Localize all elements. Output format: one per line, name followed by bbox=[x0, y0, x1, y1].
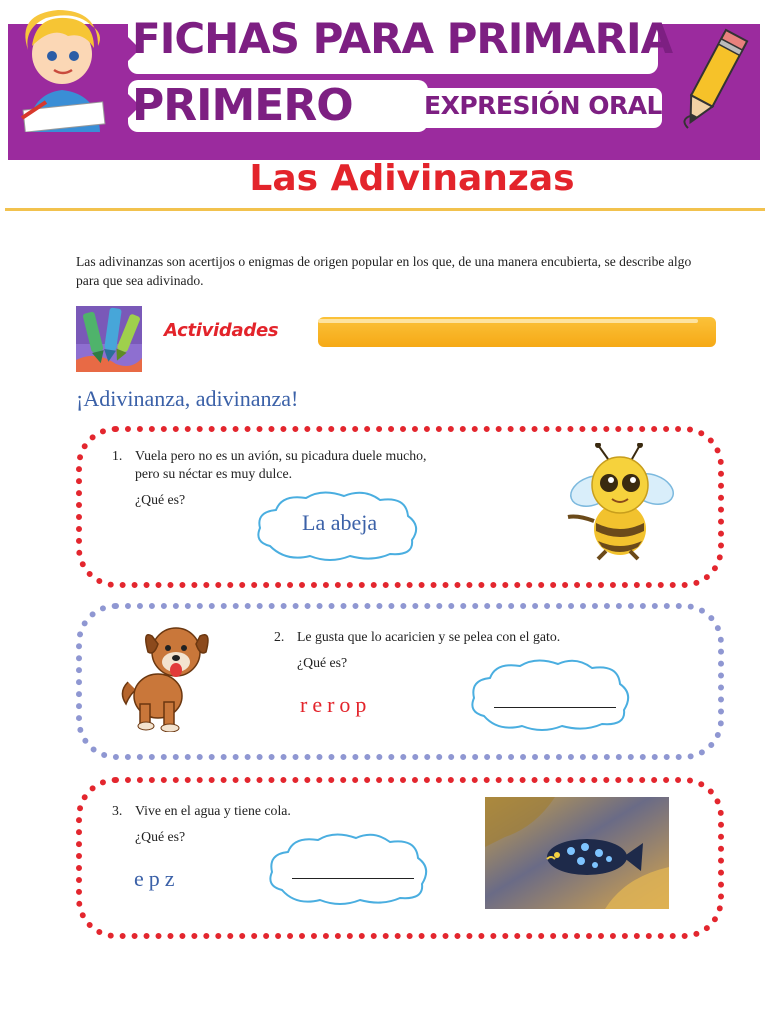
riddle-text-line: Le gusta que lo acaricien y se pelea con el gato. bbox=[297, 629, 561, 644]
writing-child-illustration bbox=[6, 6, 124, 132]
scrambled-letters: rerop bbox=[300, 692, 372, 717]
riddle-text-line: Vive en el agua y tiene cola. bbox=[135, 803, 291, 818]
answer-cloud bbox=[466, 656, 634, 732]
riddle-question: ¿Qué es? bbox=[135, 829, 186, 844]
riddle-question: ¿Qué es? bbox=[297, 655, 348, 670]
banner-line-3: EXPRESIÓN ORAL bbox=[424, 91, 662, 120]
intro-paragraph: Las adivinanzas son acertijos o enigmas de origen popular en los que, de una manera encubierta, se describe algo para que sea adivinado. bbox=[76, 254, 692, 288]
riddle-number: 3. bbox=[112, 803, 123, 818]
dog-illustration bbox=[118, 620, 214, 732]
answer-blank bbox=[292, 878, 414, 879]
title-divider bbox=[5, 208, 765, 211]
answer-cloud bbox=[264, 830, 432, 906]
riddle-text-line: pero su néctar es muy dulce. bbox=[135, 466, 293, 481]
scrambled-letters: epz bbox=[134, 866, 180, 891]
riddle-question: ¿Qué es? bbox=[135, 492, 186, 507]
riddle-answer: La abeja bbox=[302, 510, 378, 535]
activities-bar-highlight bbox=[318, 319, 698, 323]
banner-line-1: FICHAS PARA PRIMARIA bbox=[132, 14, 673, 63]
banner-line-2: PRIMERO bbox=[132, 80, 353, 131]
answer-blank bbox=[494, 707, 616, 708]
riddle-text-line: Vuela pero no es un avión, su picadura duele mucho, bbox=[135, 448, 427, 463]
riddle-number: 1. bbox=[112, 448, 123, 463]
riddle-number: 2. bbox=[274, 629, 285, 644]
markers-icon bbox=[76, 306, 142, 372]
fish-photo bbox=[485, 797, 669, 909]
page-title: Las Adivinanzas bbox=[249, 158, 575, 199]
section-heading: ¡Adivinanza, adivinanza! bbox=[76, 386, 299, 411]
pencil-icon bbox=[676, 28, 750, 136]
bee-illustration bbox=[564, 443, 676, 561]
activities-label: Actividades bbox=[164, 320, 279, 341]
